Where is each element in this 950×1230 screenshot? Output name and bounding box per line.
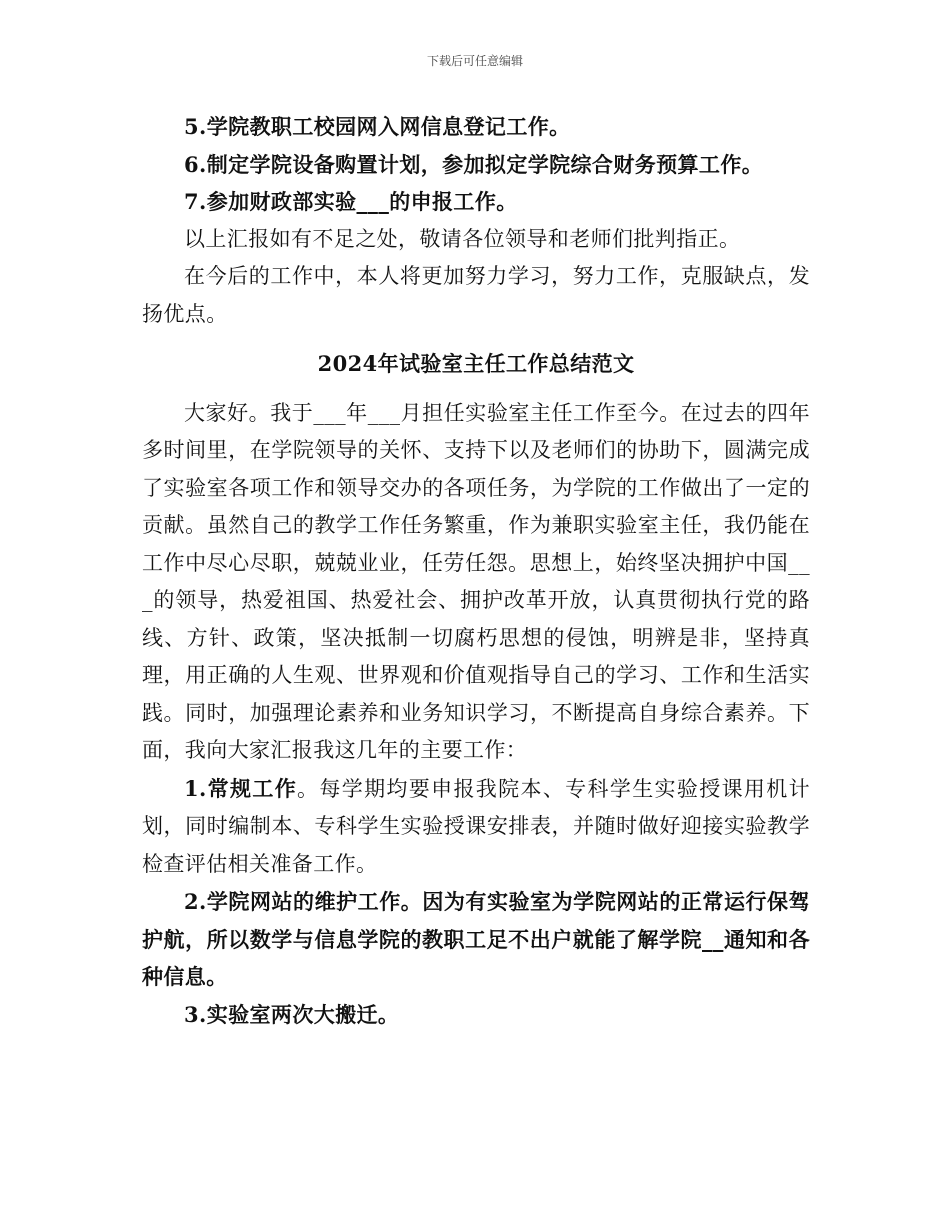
work-item-1 [142,770,810,884]
document-body [142,108,810,1033]
closing-paragraph-1: 以上汇报如有不足之处，敬请各位领导和老师们批判指正。 [184,226,741,251]
closing-paragraph-2: 在今后的工作中，本人将更加努力学习，努力工作，克服缺点，发扬优点。 [142,264,810,326]
list-item-5: 5.学院教职工校园网入网信息登记工作。 [184,114,571,139]
work-item-1-lead: 1.常规工作 [184,775,298,801]
work-item-1-text: 。每学期均要申报我院本、专科学生实验授课用机计划，同时编制本、专科学生实验授课安排表，并随时做好迎接实验教学检查评估相关准备工作。 [142,776,810,876]
work-item-2: 2.学院网站的维护工作。因为有实验室为学院网站的正常运行保驾护航，所以数学与信息学院的教职工足不出户就能了解学院__通知和各种信息。 [142,889,810,989]
list-item-7: 7.参加财政部实验___的申报工作。 [184,189,518,214]
list-item-6: 6.制定学院设备购置计划，参加拟定学院综合财务预算工作。 [184,151,764,177]
intro-paragraph: 大家好。我于___年___月担任实验室主任工作至今。在过去的四年多时间里，在学院领导的关怀、支持下以及老师们的协助下，圆满完成了实验室各项工作和领导交办的各项任务，为学院的工作做出了一定的贡献。虽然自己的教学工作任务繁重，作为兼职实验室主任，我仍能在工作中尽心尽职，兢兢业业，任劳任怨。思想上，始终坚决拥护中国___的领导，热爱祖国、热爱社会、拥护改革开放，认真贯彻执行党的路线、方针、政策，坚决抵制一切腐朽思想的侵蚀，明辨是非，坚持真理，用正确的人生观、世界观和价值观指导自己的学习、工作和生活实践。同时，加强理论素养和业务知识学习，不断提高自身综合素养。下面，我向大家汇报我这几年的主要工作： [142,400,810,762]
page-header-note: 下载后可任意编辑 [426,54,523,68]
work-item-3: 3.实验室两次大搬迁。 [184,1001,400,1027]
section-title: 2024年试验室主任工作总结范文 [317,351,635,376]
